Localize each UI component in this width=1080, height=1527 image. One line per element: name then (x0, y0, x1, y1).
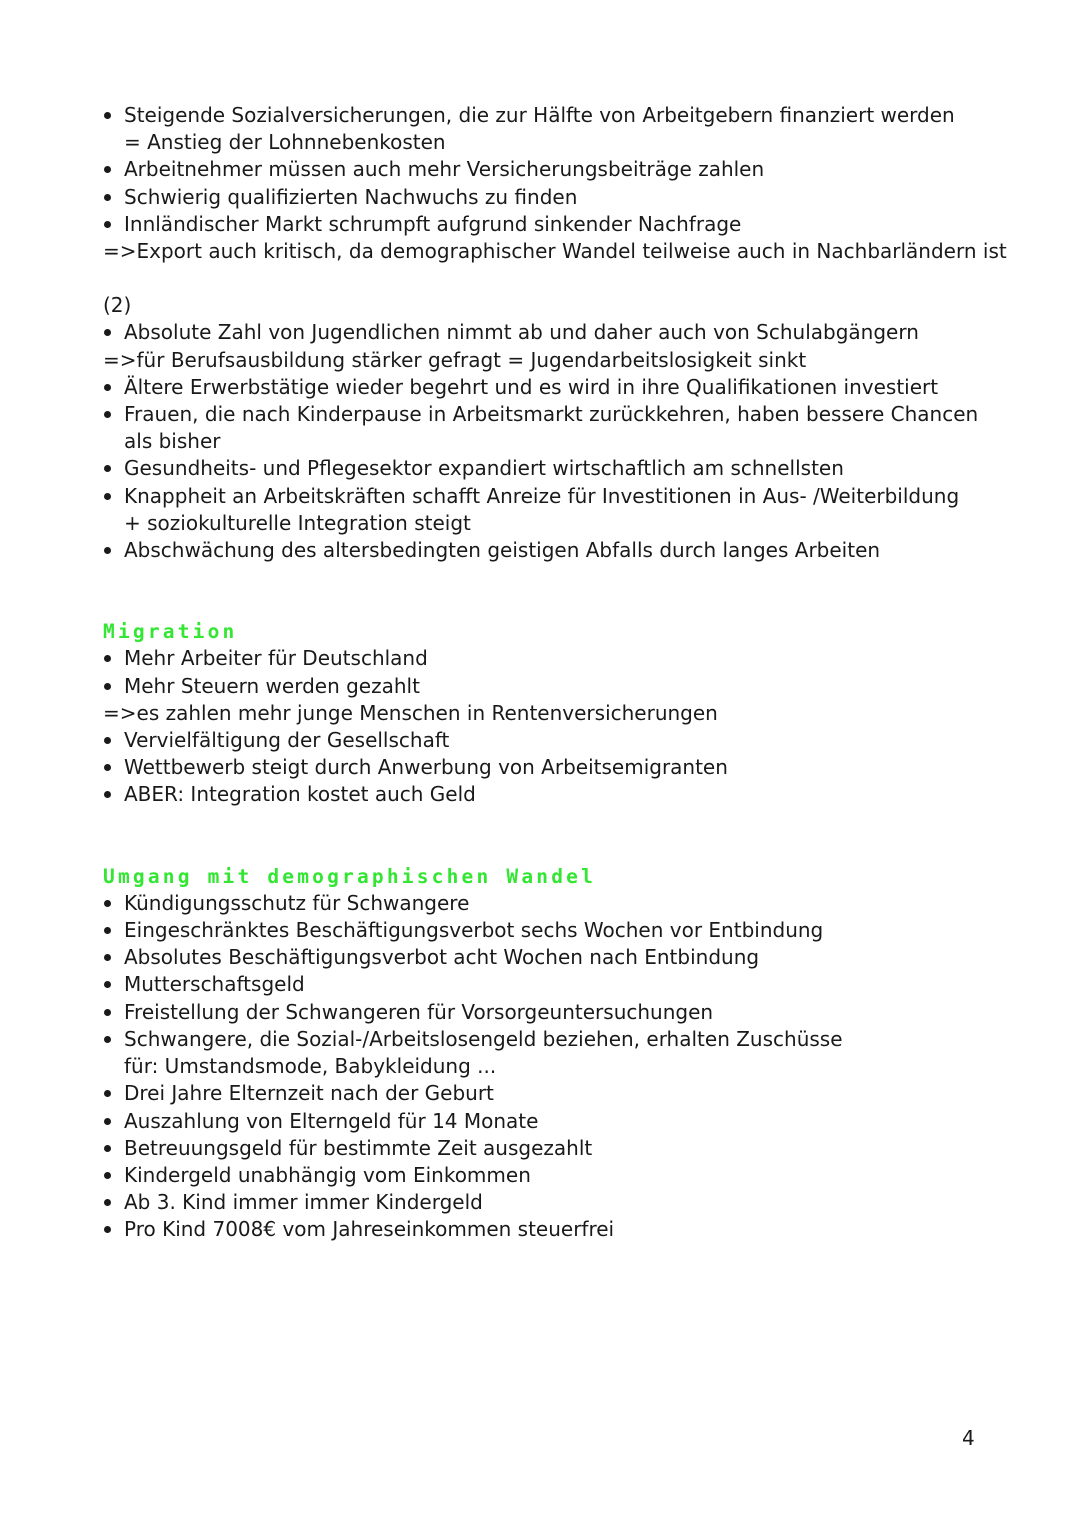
list-item: Kindergeld unabhängig vom Einkommen (124, 1162, 531, 1187)
list-item: Knappheit an Arbeitskräften schafft Anreize für Investitionen in Aus- /Weiterbildung + soziokulturelle Integration steigt (124, 483, 960, 535)
section-migration (103, 618, 1003, 808)
list-item: Mehr Steuern werden gezahlt (124, 673, 420, 698)
section-umgang (103, 863, 1003, 1244)
section-heading-migration: Migration (103, 620, 238, 644)
list-item: Abschwächung des altersbedingten geistigen Abfalls durch langes Arbeiten (124, 538, 881, 563)
conclusion-line: =>für Berufsausbildung stärker gefragt = Jugendarbeitslosigkeit sinkt (103, 347, 807, 372)
list-item: Ältere Erwerbstätige wieder begehrt und es wird in ihre Qualifikationen investiert (124, 374, 939, 399)
list-item: Steigende Sozialversicherungen, die zur Hälfte von Arbeitgebern finanziert werden (124, 103, 955, 127)
list-item: Vervielfältigung der Gesellschaft (124, 728, 450, 753)
list-item: Eingeschränktes Beschäftigungsverbot sechs Wochen vor Entbindung (124, 918, 824, 943)
section-opportunities (103, 292, 1003, 564)
list-item-continuation: = Anstieg der Lohnnebenkosten (124, 130, 446, 155)
list-item: Absolute Zahl von Jugendlichen nimmt ab und daher auch von Schulabgängern (124, 320, 919, 345)
document-page (103, 102, 1007, 1244)
conclusion-line: =>Export auch kritisch, da demographischer Wandel teilweise auch in Nachbarländern ist (103, 239, 1007, 264)
section-label: (2) (103, 293, 132, 318)
page-number: 4 (962, 1426, 975, 1450)
list-item: Mehr Arbeiter für Deutschland (124, 646, 428, 671)
list-item: Kündigungsschutz für Schwangere (124, 890, 470, 915)
list-item: Absolutes Beschäftigungsverbot acht Wochen nach Entbindung (124, 945, 760, 970)
list-item: Arbeitnehmer müssen auch mehr Versicherungsbeiträge zahlen (124, 157, 765, 182)
list-item: Mutterschaftsgeld (124, 972, 305, 997)
list-item: Innländischer Markt schrumpft aufgrund sinkender Nachfrage (124, 211, 742, 236)
list-item: Betreuungsgeld für bestimmte Zeit ausgezahlt (124, 1135, 593, 1160)
list-item: Freistellung der Schwangeren für Vorsorgeuntersuchungen (124, 999, 714, 1024)
list-item: Ab 3. Kind immer immer Kindergeld (124, 1190, 483, 1215)
list-item: Drei Jahre Elternzeit nach der Geburt (124, 1081, 494, 1106)
list-item: Pro Kind 7008€ vom Jahreseinkommen steuerfrei (124, 1217, 615, 1242)
conclusion-line: =>es zahlen mehr junge Menschen in Rentenversicherungen (103, 700, 718, 725)
list-item: ABER: Integration kostet auch Geld (124, 782, 476, 807)
list-item: Gesundheits- und Pflegesektor expandiert wirtschaftlich am schnellsten (124, 456, 844, 481)
list-item: Schwangere, die Sozial-/Arbeitslosengeld beziehen, erhalten Zuschüsse für: Umstandsmode, Babykleidung ... (124, 1026, 843, 1079)
list-item: Frauen, die nach Kinderpause in Arbeitsmarkt zurückkehren, haben bessere Chancen als bisher (124, 402, 979, 454)
section-heading-umgang: Umgang mit demographischen Wandel (103, 864, 597, 888)
list-item: Wettbewerb steigt durch Anwerbung von Arbeitsemigranten (124, 755, 728, 780)
list-item: Schwierig qualifizierten Nachwuchs zu finden (124, 184, 578, 209)
list-item: Auszahlung von Elterngeld für 14 Monate (124, 1108, 539, 1133)
section-disadvantages (103, 102, 1007, 265)
